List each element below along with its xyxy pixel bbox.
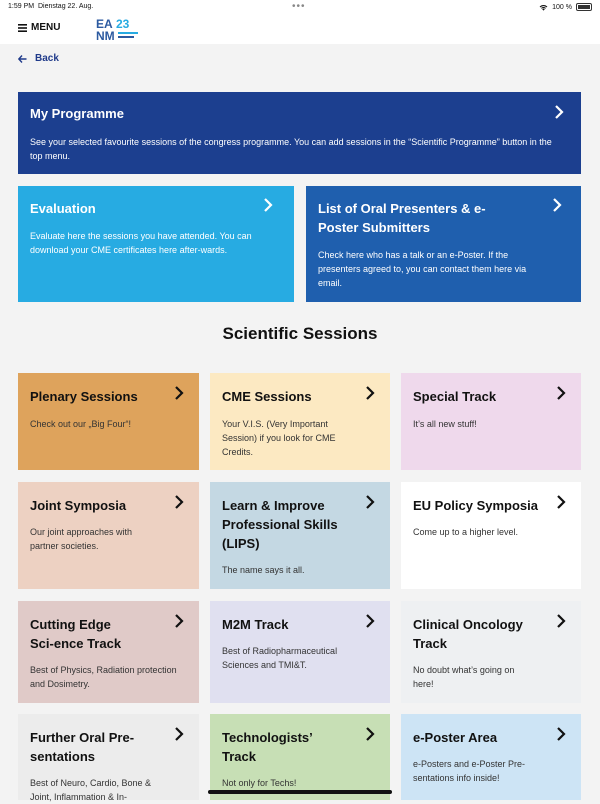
tile-joint-symposia[interactable] <box>18 482 199 589</box>
tile-plenary-sessions[interactable] <box>18 373 199 470</box>
hamburger-icon <box>18 24 27 32</box>
tile-desc: Your V.I.S. (Very Important Session) if you look for CME Credits. <box>222 419 336 457</box>
tile-title: Joint Symposia <box>30 498 127 513</box>
tile-cme-sessions[interactable] <box>210 373 390 470</box>
tile-technologists-track[interactable] <box>210 714 390 800</box>
tile-title: Further Oral Pre-sentations <box>30 730 135 764</box>
evaluation-title: Evaluation <box>30 201 96 216</box>
tile-desc: Best of Physics, Radiation protection and Dosimetry. <box>30 665 177 689</box>
chevron-right-icon <box>171 613 187 629</box>
tile-m2m-track[interactable] <box>210 601 390 703</box>
my-programme-desc: See your selected favourite sessions of the congress programme. You can add sessions in the “Scientific Programme” button in the top menu. <box>30 137 552 161</box>
tile-title: Special Track <box>413 389 497 404</box>
multitask-dots-icon[interactable]: ••• <box>292 1 306 12</box>
tile-further-oral-presentations[interactable] <box>18 714 199 800</box>
tile-title: e-Poster Area <box>413 730 498 745</box>
my-programme-title: My Programme <box>30 106 124 121</box>
chevron-right-icon <box>362 385 378 401</box>
tile-eu-policy-symposia[interactable] <box>401 482 581 589</box>
evaluation-card[interactable] <box>18 186 294 302</box>
chevron-right-icon <box>553 726 569 742</box>
tile-desc: Come up to a higher level. <box>413 527 519 537</box>
tile-e-poster-area[interactable] <box>401 714 581 800</box>
chevron-right-icon <box>171 494 187 510</box>
tile-title: Plenary Sessions <box>30 389 138 404</box>
chevron-right-icon <box>551 104 567 120</box>
tile-title: M2M Track <box>222 617 289 632</box>
tile-title: Cutting Edge Sci-ence Track <box>30 617 122 651</box>
wifi-icon <box>539 4 548 11</box>
svg-text:EA: EA <box>96 17 113 31</box>
status-right <box>539 3 592 11</box>
tile-title: CME Sessions <box>222 389 312 404</box>
svg-text:23: 23 <box>116 17 130 31</box>
section-title: Scientific Sessions <box>222 324 378 343</box>
tile-desc: Check out our „Big Four“! <box>30 419 132 429</box>
tile-desc: e-Posters and e-Poster Pre-sentations info inside! <box>413 759 526 783</box>
tile-clinical-oncology[interactable] <box>401 601 581 703</box>
back-label: Back <box>35 53 59 64</box>
top-bar <box>0 14 600 44</box>
tile-desc: Best of Neuro, Cardio, Bone & Joint, Inflammation & In- <box>30 778 152 802</box>
back-arrow-icon <box>18 55 27 63</box>
tile-title: Technologists’ Track <box>222 730 313 764</box>
tile-desc: The name says it all. <box>222 565 305 575</box>
presenters-card[interactable] <box>306 186 581 302</box>
chevron-right-icon <box>260 197 276 213</box>
tile-special-track[interactable] <box>401 373 581 470</box>
congress-logo[interactable] <box>96 17 140 41</box>
battery-percent: 100 % <box>552 3 572 11</box>
my-programme-card[interactable] <box>18 92 581 174</box>
back-link[interactable] <box>18 53 59 64</box>
tile-title: Clinical Oncology Track <box>413 617 523 651</box>
tile-cutting-edge-science[interactable] <box>18 601 199 703</box>
tile-desc: It’s all new stuff! <box>413 419 477 429</box>
tile-desc: No doubt what’s going on here! <box>413 665 515 689</box>
presenters-title: List of Oral Presenters & e-Poster Submitters <box>318 201 486 235</box>
chevron-right-icon <box>553 494 569 510</box>
chevron-right-icon <box>549 197 565 213</box>
menu-button[interactable] <box>18 22 60 33</box>
home-indicator[interactable] <box>208 790 392 794</box>
status-time: 1:59 PM Dienstag 22. Aug. <box>8 3 94 10</box>
chevron-right-icon <box>362 726 378 742</box>
tile-desc: Our joint approaches with partner societies. <box>30 527 133 551</box>
svg-text:NM: NM <box>96 29 115 41</box>
tile-lips[interactable] <box>210 482 390 589</box>
evaluation-desc: Evaluate here the sessions you have attended. You can download your CME certificates here after-wards. <box>30 231 252 255</box>
chevron-right-icon <box>171 726 187 742</box>
battery-icon <box>576 3 592 11</box>
chevron-right-icon <box>553 613 569 629</box>
menu-label: MENU <box>31 22 61 33</box>
status-bar <box>0 0 600 14</box>
chevron-right-icon <box>171 385 187 401</box>
tile-title: Learn & Improve Professional Skills (LIPS) <box>222 498 338 551</box>
chevron-right-icon <box>362 613 378 629</box>
tile-title: EU Policy Symposia <box>413 498 538 513</box>
presenters-desc: Check here who has a talk or an e-Poster. If the presenters agreed to, you can contact them here via email. <box>318 250 527 288</box>
tile-desc: Best of Radiopharmaceutical Sciences and TMI&T. <box>222 646 338 670</box>
chevron-right-icon <box>553 385 569 401</box>
tile-desc: Not only for Techs! <box>222 778 297 788</box>
chevron-right-icon <box>362 494 378 510</box>
